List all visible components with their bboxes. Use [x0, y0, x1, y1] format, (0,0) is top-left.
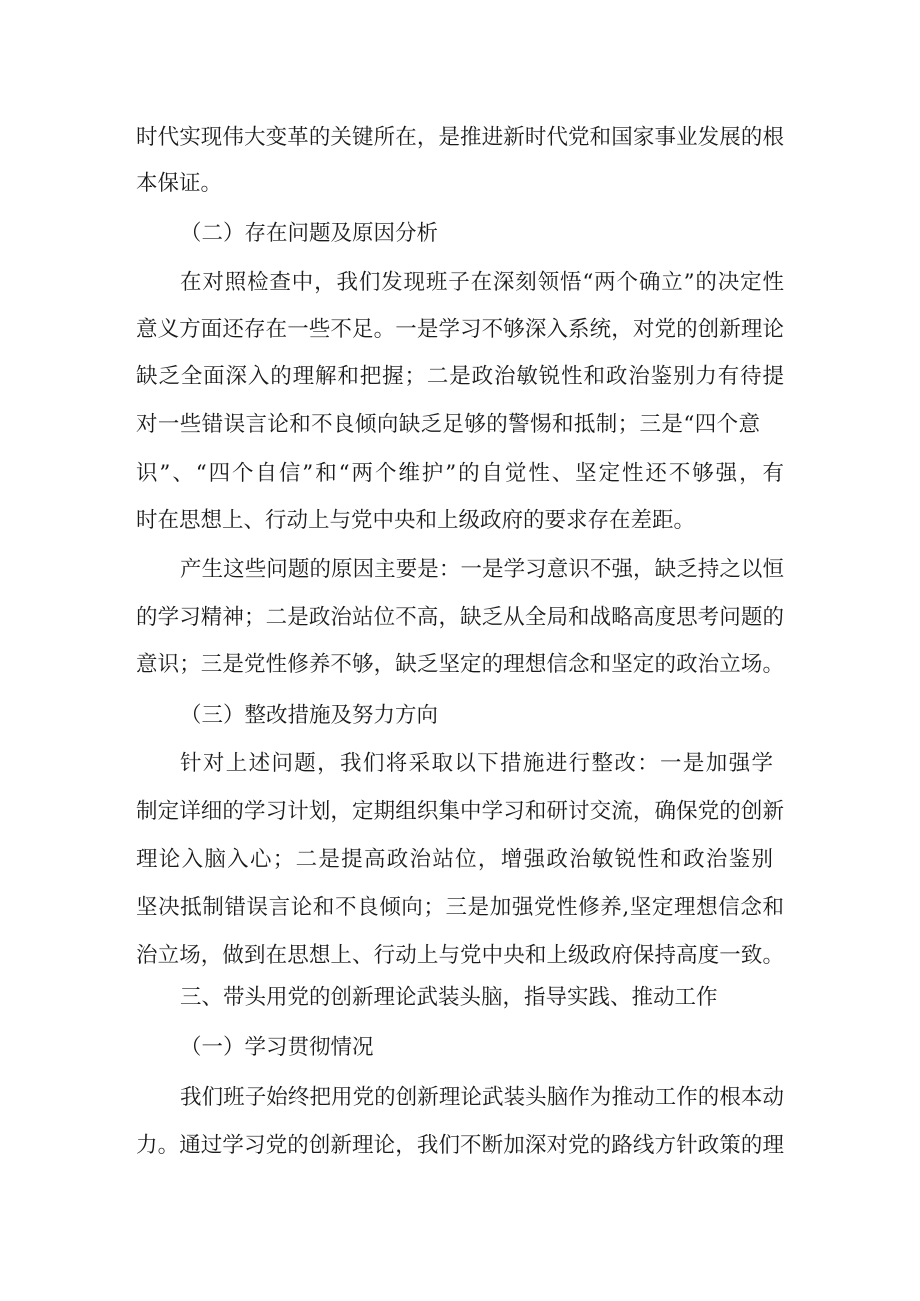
line-text: 坚决抵制错误言论和不良倾向；三是加强党性修养,坚定理想信念和	[136, 895, 784, 920]
line-text: 制定详细的学习计划，定期组织集中学习和研讨交流，确保党的创新	[136, 799, 784, 824]
heading-text: 三、带头用党的创新理论武装头脑，指导实践、推动工作	[180, 985, 718, 1010]
text-line	[0, 401, 920, 449]
line-text: 产生这些问题的原因主要是：一是学习意识不强，缺乏持之以恒	[180, 557, 784, 582]
line-text: 缺乏全面深入的理解和把握；二是政治敏锐性和政治鉴别力有待提	[136, 364, 784, 389]
heading-text: （一）学习贯彻情况	[180, 1035, 374, 1060]
text-line	[0, 1074, 920, 1122]
section-heading	[0, 210, 920, 258]
line-text: 识”、“四个自信”和“两个维护”的自觉性、坚定性还不够强，有	[136, 461, 784, 486]
line-text: 的学习精神；二是政治站位不高，缺乏从全局和战略高度思考问题的	[136, 605, 784, 630]
line-text: 理论入脑入心；二是提高政治站位，增强政治敏锐性和政治鉴别	[136, 847, 773, 872]
section-heading	[0, 974, 920, 1022]
line-text: 治立场，做到在思想上、行动上与党中央和上级政府保持高度一致。	[136, 943, 784, 968]
heading-text: （三）整改措施及努力方向	[180, 703, 439, 728]
text-line	[0, 594, 920, 642]
text-line	[0, 306, 920, 354]
text-line	[0, 1122, 920, 1170]
text-line	[0, 932, 920, 980]
text-line	[0, 259, 920, 307]
section-heading	[0, 1024, 920, 1072]
text-line	[0, 353, 920, 401]
line-text: 在对照检查中，我们发现班子在深刻领悟“两个确立”的决定性	[180, 270, 784, 295]
text-line	[0, 836, 920, 884]
text-line	[0, 546, 920, 594]
text-line	[0, 884, 920, 932]
line-text: 本保证。	[136, 171, 223, 196]
text-line	[0, 740, 920, 788]
text-line	[0, 114, 920, 162]
line-text: 对一些错误言论和不良倾向缺乏足够的警惕和抵制；三是“四个意	[136, 412, 760, 437]
text-line	[0, 497, 920, 545]
heading-text: （二）存在问题及原因分析	[180, 221, 439, 246]
text-line	[0, 450, 920, 498]
line-text: 我们班子始终把用党的创新理论武装头脑作为推动工作的根本动	[180, 1085, 784, 1110]
line-text: 意识；三是党性修养不够，缺乏坚定的理想信念和坚定的政治立场。	[136, 652, 784, 677]
text-line	[0, 641, 920, 689]
line-text: 意义方面还存在一些不足。一是学习不够深入系统，对党的创新理论	[136, 317, 784, 342]
text-line	[0, 788, 920, 836]
line-text: 时代实现伟大变革的关键所在，是推进新时代党和国家事业发展的根	[136, 125, 784, 150]
section-heading	[0, 692, 920, 740]
text-line	[0, 160, 920, 208]
line-text: 力。通过学习党的创新理论，我们不断加深对党的路线方针政策的理	[136, 1133, 784, 1158]
line-text: 时在思想上、行动上与党中央和上级政府的要求存在差距。	[136, 508, 696, 533]
line-text: 针对上述问题，我们将采取以下措施进行整改：一是加强学	[180, 751, 773, 776]
